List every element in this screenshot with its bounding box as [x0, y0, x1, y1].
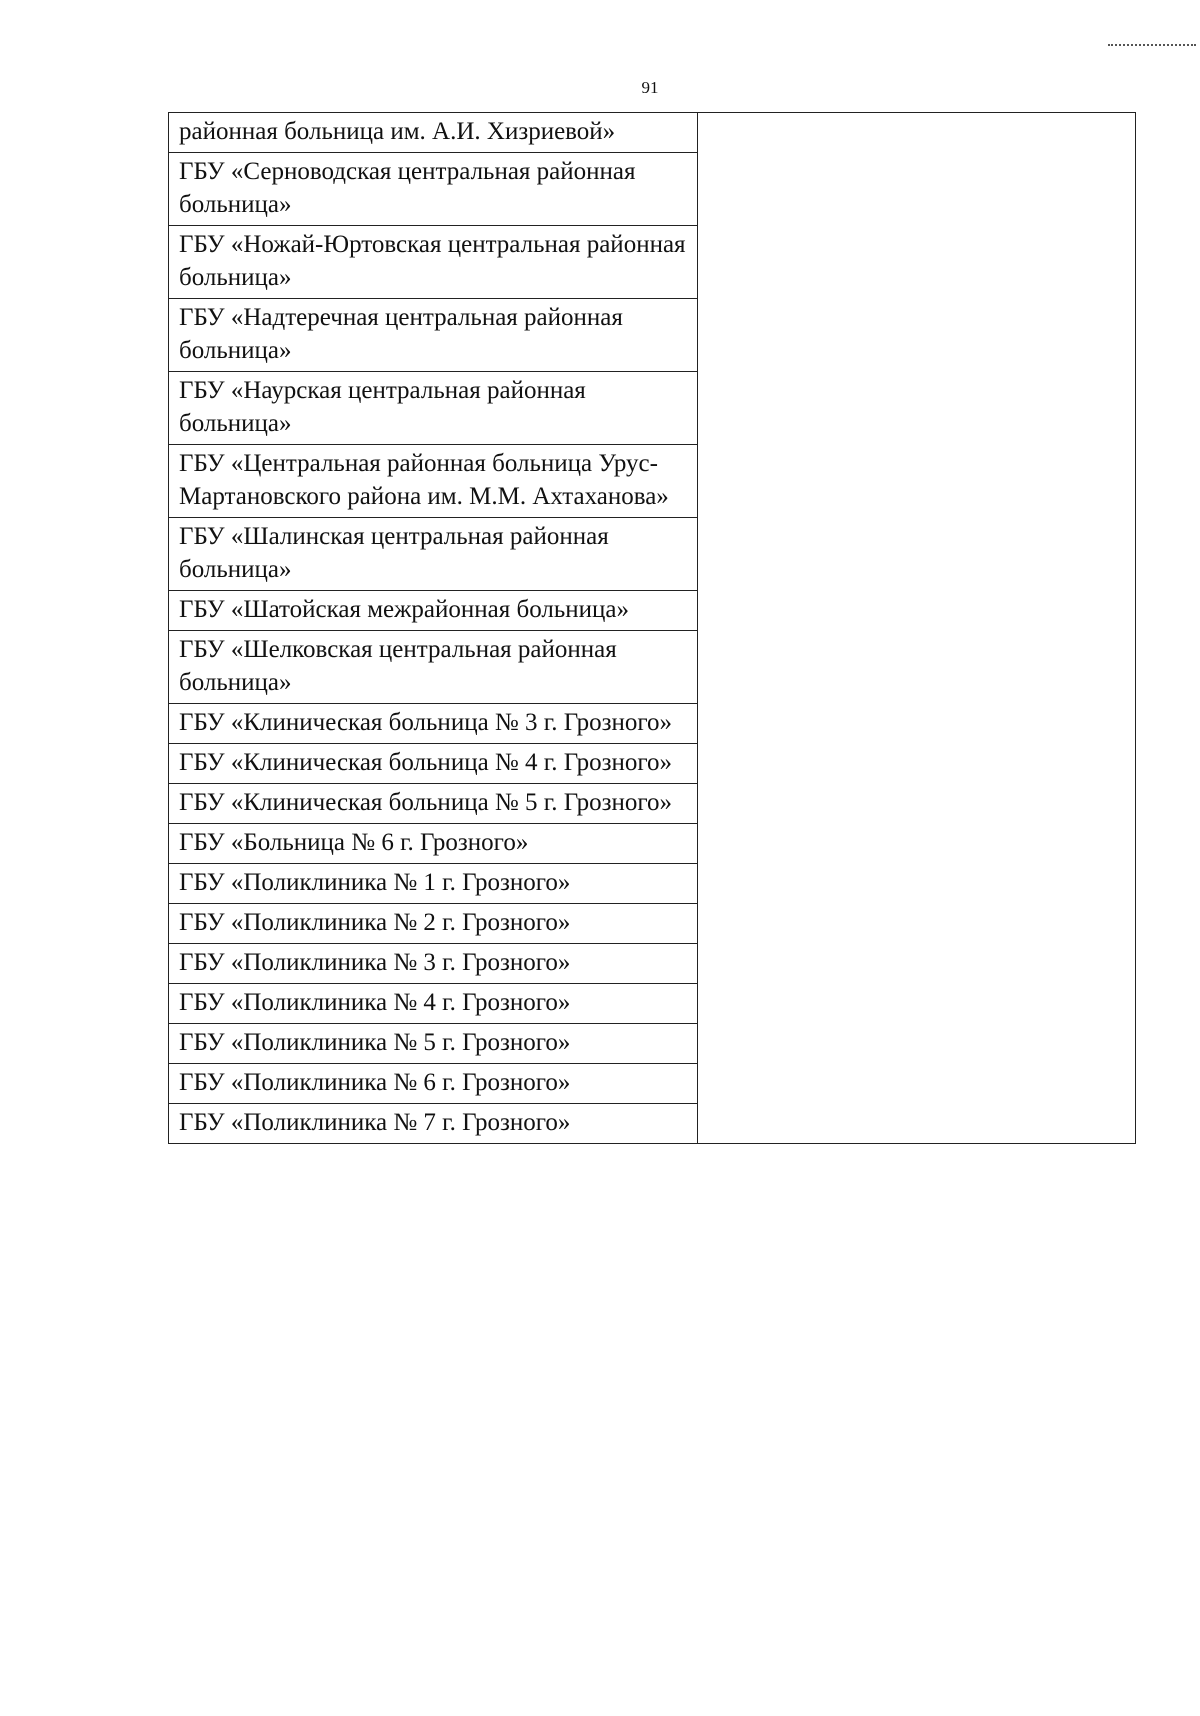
- table-row: [169, 1064, 1136, 1104]
- institution-name: ГБУ «Центральная районная больница Урус-Мартановского района им. М.М. Ахтаханова»: [169, 445, 698, 518]
- institution-name: ГБУ «Поликлиника № 4 г. Грозного»: [169, 984, 698, 1024]
- empty-cell: [697, 591, 1135, 631]
- table-row: [169, 445, 1136, 518]
- empty-cell: [697, 631, 1135, 704]
- table-row: [169, 631, 1136, 704]
- table-row: [169, 372, 1136, 445]
- table-row: [169, 591, 1136, 631]
- institution-name: ГБУ «Шелковская центральная районная больница»: [169, 631, 698, 704]
- empty-cell: [697, 299, 1135, 372]
- table-row: [169, 744, 1136, 784]
- institution-name: ГБУ «Поликлиника № 7 г. Грозного»: [169, 1104, 698, 1144]
- empty-cell: [697, 784, 1135, 824]
- empty-cell: [697, 518, 1135, 591]
- institution-name: ГБУ «Надтеречная центральная районная больница»: [169, 299, 698, 372]
- table-row: [169, 984, 1136, 1024]
- institution-name: ГБУ «Наурская центральная районная больница»: [169, 372, 698, 445]
- hospital-table: [168, 112, 1136, 1144]
- table-row: [169, 864, 1136, 904]
- empty-cell: [697, 704, 1135, 744]
- institution-name: ГБУ «Поликлиника № 5 г. Грозного»: [169, 1024, 698, 1064]
- table-row: [169, 1024, 1136, 1064]
- table-row: [169, 518, 1136, 591]
- page-number: 91: [641, 78, 659, 97]
- empty-cell: [697, 744, 1135, 784]
- institution-name: ГБУ «Шалинская центральная районная больница»: [169, 518, 698, 591]
- table-row: [169, 113, 1136, 153]
- empty-cell: [697, 944, 1135, 984]
- table-row: [169, 944, 1136, 984]
- empty-cell: [697, 984, 1135, 1024]
- institution-name: ГБУ «Серноводская центральная районная больница»: [169, 153, 698, 226]
- empty-cell: [697, 226, 1135, 299]
- empty-cell: [697, 864, 1135, 904]
- table-row: [169, 904, 1136, 944]
- table-row: [169, 153, 1136, 226]
- table-row: [169, 704, 1136, 744]
- empty-cell: [697, 1024, 1135, 1064]
- institution-name: ГБУ «Шатойская межрайонная больница»: [169, 591, 698, 631]
- empty-cell: [697, 445, 1135, 518]
- empty-cell: [697, 372, 1135, 445]
- table-row: [169, 226, 1136, 299]
- institution-name: ГБУ «Поликлиника № 2 г. Грозного»: [169, 904, 698, 944]
- institution-name: ГБУ «Больница № 6 г. Грозного»: [169, 824, 698, 864]
- table-row: [169, 784, 1136, 824]
- institution-name: ГБУ «Клиническая больница № 5 г. Грозного»: [169, 784, 698, 824]
- institution-name: ГБУ «Клиническая больница № 4 г. Грозного»: [169, 744, 698, 784]
- scan-artifact: [1108, 44, 1196, 50]
- institution-name: ГБУ «Поликлиника № 6 г. Грозного»: [169, 1064, 698, 1104]
- table-row: [169, 1104, 1136, 1144]
- institution-name: ГБУ «Поликлиника № 3 г. Грозного»: [169, 944, 698, 984]
- institution-name: ГБУ «Поликлиника № 1 г. Грозного»: [169, 864, 698, 904]
- empty-cell: [697, 113, 1135, 153]
- empty-cell: [697, 153, 1135, 226]
- institution-name: ГБУ «Ножай-Юртовская центральная районная больница»: [169, 226, 698, 299]
- empty-cell: [697, 1064, 1135, 1104]
- table-row: [169, 824, 1136, 864]
- institution-name: ГБУ «Клиническая больница № 3 г. Грозного»: [169, 704, 698, 744]
- institution-name: районная больница им. А.И. Хизриевой»: [169, 113, 698, 153]
- table-row: [169, 299, 1136, 372]
- empty-cell: [697, 904, 1135, 944]
- empty-cell: [697, 824, 1135, 864]
- empty-cell: [697, 1104, 1135, 1144]
